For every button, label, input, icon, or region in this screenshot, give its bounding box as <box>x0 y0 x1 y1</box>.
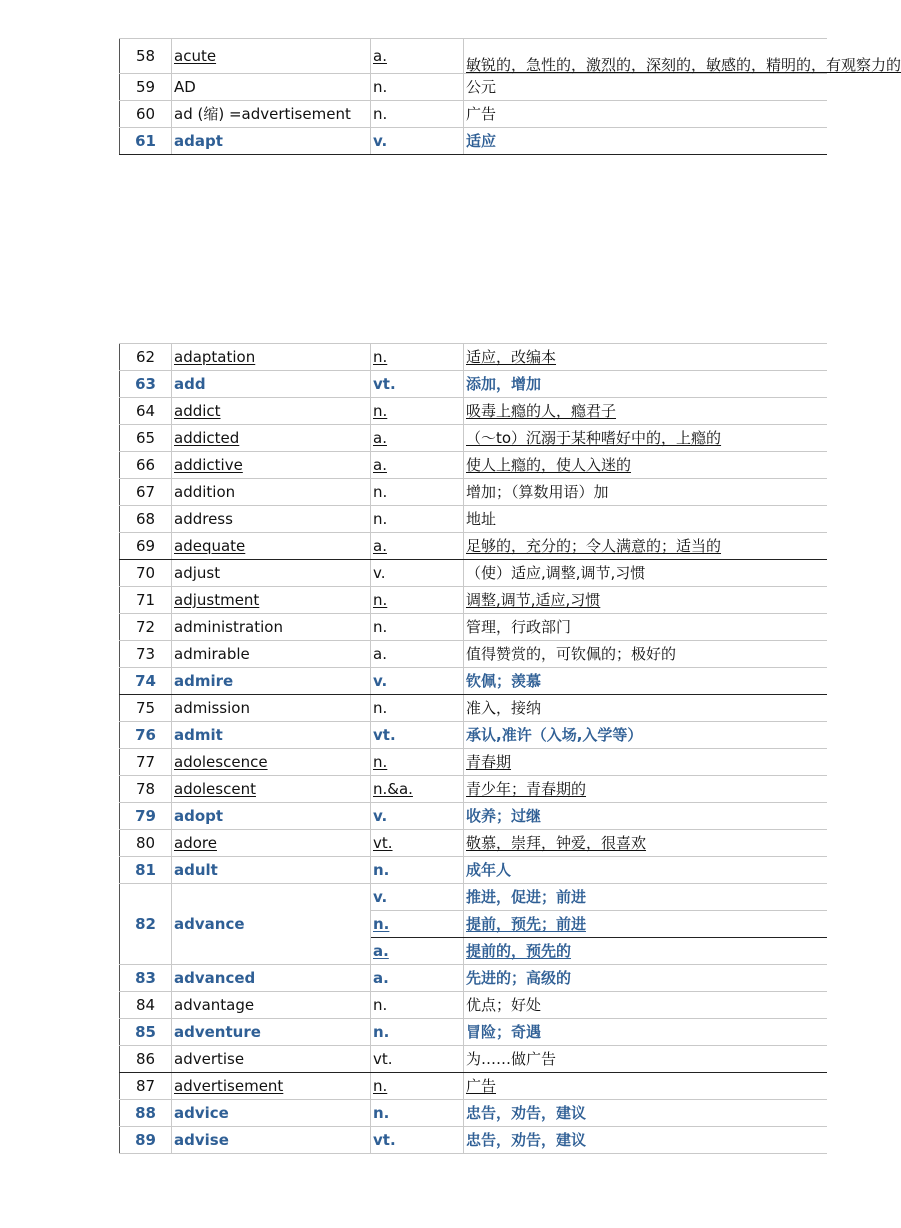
entry-meaning-text: 提前的，预先的 <box>466 942 572 960</box>
entry-number-text: 71 <box>135 591 156 609</box>
entry-number <box>120 1046 172 1073</box>
entry-pos <box>371 39 464 74</box>
entry-word <box>172 344 371 371</box>
entry-word-text: adaptation <box>174 348 256 366</box>
table-row <box>120 965 828 992</box>
entry-number <box>120 1127 172 1154</box>
entry-pos-text: a. <box>373 456 387 474</box>
entry-pos-text: n. <box>373 996 388 1014</box>
entry-number <box>120 830 172 857</box>
entry-number-text: 75 <box>135 699 156 717</box>
entry-meaning <box>464 830 828 857</box>
entry-pos-text: a. <box>373 942 389 960</box>
table-row <box>120 425 828 452</box>
entry-number <box>120 803 172 830</box>
entry-pos-text: n. <box>373 861 390 879</box>
entry-meaning-text: （使）适应,调整,调节,习惯 <box>466 564 646 582</box>
vocab-table-main <box>119 343 827 1154</box>
entry-meaning-text: 为……做广告 <box>466 1050 557 1068</box>
entry-meaning-text: 适应，改编本 <box>466 348 557 366</box>
entry-pos <box>371 695 464 722</box>
entry-meaning <box>464 371 828 398</box>
entry-pos-text: n. <box>373 105 388 123</box>
entry-word-text: address <box>174 510 233 528</box>
entry-meaning-text: 地址 <box>466 510 497 528</box>
entry-number <box>120 1100 172 1127</box>
entry-meaning-text: 忠告，劝告，建议 <box>466 1131 587 1149</box>
table-row <box>120 776 828 803</box>
entry-word <box>172 398 371 425</box>
entry-meaning-text: 调整,调节,适应,习惯 <box>466 591 601 609</box>
entry-number-text: 73 <box>135 645 156 663</box>
entry-word <box>172 1019 371 1046</box>
table-row <box>120 533 828 560</box>
table-row <box>120 884 828 911</box>
entry-meaning <box>464 749 828 776</box>
entry-pos <box>371 74 464 101</box>
entry-meaning-text: 收养；过继 <box>466 807 542 825</box>
entry-meaning <box>464 641 828 668</box>
entry-pos-text: n. <box>373 78 388 96</box>
entry-meaning <box>464 398 828 425</box>
entry-number-text: 85 <box>135 1023 156 1041</box>
entry-meaning-text: 忠告，劝告，建议 <box>466 1104 587 1122</box>
entry-number-text: 76 <box>135 726 156 744</box>
table-row <box>120 39 828 74</box>
entry-word <box>172 965 371 992</box>
entry-pos <box>371 506 464 533</box>
entry-number-text: 80 <box>135 834 156 852</box>
entry-number <box>120 371 172 398</box>
entry-meaning-text: 增加；（算数用语）加 <box>466 483 609 501</box>
entry-pos-text: vt. <box>373 834 393 852</box>
entry-meaning-text: 准入，接纳 <box>466 699 542 717</box>
entry-pos-text: n. <box>373 699 388 717</box>
entry-meaning-text: 广告 <box>466 105 497 123</box>
entry-meaning-text: 敏锐的，急性的，激烈的，深刻的，敏感的，精明的，有观察力的 <box>466 56 901 74</box>
entry-pos <box>371 803 464 830</box>
entry-pos <box>371 884 464 911</box>
entry-number <box>120 992 172 1019</box>
entry-number-text: 66 <box>135 456 156 474</box>
entry-word <box>172 1100 371 1127</box>
entry-word <box>172 101 371 128</box>
entry-meaning-text: 公元 <box>466 78 497 96</box>
entry-number-text: 69 <box>135 537 156 555</box>
entry-meaning-text: 钦佩；羡慕 <box>466 672 542 690</box>
entry-number <box>120 1073 172 1100</box>
entry-meaning <box>464 722 828 749</box>
entry-word <box>172 641 371 668</box>
entry-pos <box>371 830 464 857</box>
table-row <box>120 749 828 776</box>
entry-word <box>172 74 371 101</box>
entry-number <box>120 128 172 155</box>
entry-pos <box>371 371 464 398</box>
entry-pos-text: a. <box>373 537 387 555</box>
entry-word-text: admission <box>174 699 250 717</box>
entry-word <box>172 452 371 479</box>
table-row <box>120 587 828 614</box>
entry-word <box>172 1046 371 1073</box>
entry-number <box>120 614 172 641</box>
entry-number-text: 81 <box>135 861 156 879</box>
entry-word-text: admirable <box>174 645 250 663</box>
entry-word <box>172 479 371 506</box>
entry-meaning <box>464 587 828 614</box>
entry-number <box>120 506 172 533</box>
entry-number-text: 87 <box>135 1077 156 1095</box>
entry-meaning <box>464 803 828 830</box>
entry-meaning <box>464 1073 828 1100</box>
table-row <box>120 452 828 479</box>
entry-meaning-text: 适应 <box>466 132 497 150</box>
entry-number-text: 59 <box>135 78 156 96</box>
entry-pos-text: vt. <box>373 726 396 744</box>
entry-number-text: 82 <box>135 915 156 933</box>
table-row <box>120 479 828 506</box>
entry-meaning-text: 吸毒上瘾的人，瘾君子 <box>466 402 617 420</box>
entry-word <box>172 857 371 884</box>
entry-number-text: 65 <box>135 429 156 447</box>
entry-number <box>120 695 172 722</box>
entry-meaning-text: 敬慕，崇拜，钟爱，很喜欢 <box>466 834 647 852</box>
entry-number-text: 68 <box>135 510 156 528</box>
entry-word <box>172 614 371 641</box>
entry-meaning <box>464 101 828 128</box>
entry-pos <box>371 614 464 641</box>
table-row <box>120 1046 828 1073</box>
entry-meaning <box>464 884 828 911</box>
entry-meaning <box>464 1127 828 1154</box>
table-row <box>120 344 828 371</box>
entry-word <box>172 884 371 965</box>
entry-number-text: 72 <box>135 618 156 636</box>
entry-meaning <box>464 506 828 533</box>
entry-pos-text: v. <box>373 564 386 582</box>
entry-word-text: advertisement <box>174 1077 284 1095</box>
entry-number <box>120 425 172 452</box>
entry-number <box>120 587 172 614</box>
entry-number <box>120 965 172 992</box>
entry-pos-text: a. <box>373 645 387 663</box>
entry-meaning <box>464 614 828 641</box>
entry-number <box>120 749 172 776</box>
entry-pos-text: n. <box>373 1104 390 1122</box>
entry-meaning-text: 提前，预先；前进 <box>466 915 587 933</box>
entry-pos <box>371 668 464 695</box>
entry-number <box>120 39 172 74</box>
table-row <box>120 614 828 641</box>
entry-pos <box>371 128 464 155</box>
entry-number-text: 77 <box>135 753 156 771</box>
entry-meaning <box>464 533 828 560</box>
entry-word <box>172 560 371 587</box>
entry-word-text: advice <box>174 1104 229 1122</box>
entry-meaning <box>464 1019 828 1046</box>
entry-number-text: 84 <box>135 996 156 1014</box>
entry-meaning <box>464 128 828 155</box>
entry-pos-text: n. <box>373 591 388 609</box>
entry-meaning <box>464 1100 828 1127</box>
entry-pos-text: v. <box>373 807 388 825</box>
entry-word <box>172 1127 371 1154</box>
entry-pos <box>371 101 464 128</box>
entry-pos-text: n. <box>373 1023 390 1041</box>
entry-word <box>172 1073 371 1100</box>
entry-word-text: addicted <box>174 429 240 447</box>
entry-word-text: add <box>174 375 206 393</box>
entry-pos <box>371 344 464 371</box>
entry-number <box>120 479 172 506</box>
entry-meaning <box>464 39 901 74</box>
entry-pos-text: a. <box>373 429 387 447</box>
entry-pos <box>371 911 464 938</box>
table-row <box>120 803 828 830</box>
entry-number <box>120 884 172 965</box>
entry-pos <box>371 1100 464 1127</box>
entry-number-text: 70 <box>135 564 156 582</box>
entry-number-text: 64 <box>135 402 156 420</box>
entry-meaning-text: 使人上瘾的，使人入迷的 <box>466 456 632 474</box>
entry-meaning-text: 成年人 <box>466 861 512 879</box>
entry-number <box>120 452 172 479</box>
entry-meaning <box>464 965 828 992</box>
entry-word-text: advantage <box>174 996 255 1014</box>
entry-pos-text: n. <box>373 402 388 420</box>
entry-word-text: adopt <box>174 807 224 825</box>
entry-word-text: adolescence <box>174 753 268 771</box>
entry-word-text: advanced <box>174 969 256 987</box>
entry-number <box>120 776 172 803</box>
entry-meaning <box>464 911 828 938</box>
entry-pos-text: a. <box>373 47 387 65</box>
entry-pos <box>371 587 464 614</box>
entry-number-text: 67 <box>135 483 156 501</box>
entry-meaning <box>464 344 828 371</box>
entry-word <box>172 749 371 776</box>
table-row <box>120 1127 828 1154</box>
entry-word <box>172 128 371 155</box>
entry-word-text: adequate <box>174 537 246 555</box>
entry-number <box>120 1019 172 1046</box>
entry-word-text: addictive <box>174 456 243 474</box>
vocab-table-top <box>119 38 901 155</box>
entry-pos <box>371 749 464 776</box>
entry-pos <box>371 425 464 452</box>
entry-meaning <box>464 776 828 803</box>
entry-word-text: adolescent <box>174 780 256 798</box>
entry-meaning-text: 添加，增加 <box>466 375 542 393</box>
entry-word-text: adjust <box>174 564 221 582</box>
entry-number-text: 61 <box>135 132 156 150</box>
entry-number <box>120 641 172 668</box>
table-row <box>120 668 828 695</box>
entry-word <box>172 425 371 452</box>
entry-meaning-text: 管理，行政部门 <box>466 618 572 636</box>
entry-pos-text: n. <box>373 915 390 933</box>
entry-number-text: 86 <box>135 1050 156 1068</box>
entry-meaning <box>464 938 828 965</box>
entry-word <box>172 803 371 830</box>
table-row <box>120 74 828 101</box>
entry-pos <box>371 857 464 884</box>
table-row <box>120 506 828 533</box>
entry-pos <box>371 641 464 668</box>
entry-pos-text: a. <box>373 969 389 987</box>
entry-meaning <box>464 695 828 722</box>
entry-pos-text: v. <box>373 672 388 690</box>
entry-word <box>172 506 371 533</box>
entry-number <box>120 857 172 884</box>
entry-meaning-text: 值得赞赏的，可钦佩的；极好的 <box>466 645 677 663</box>
entry-word <box>172 776 371 803</box>
entry-pos <box>371 479 464 506</box>
entry-number-text: 63 <box>135 375 156 393</box>
entry-number <box>120 722 172 749</box>
entry-word-text: adult <box>174 861 218 879</box>
entry-number <box>120 398 172 425</box>
table-row <box>120 371 828 398</box>
entry-word <box>172 695 371 722</box>
entry-pos <box>371 1073 464 1100</box>
entry-pos-text: n. <box>373 618 388 636</box>
entry-word <box>172 371 371 398</box>
entry-meaning-text: 推进，促进；前进 <box>466 888 587 906</box>
entry-pos-text: vt. <box>373 375 396 393</box>
entry-pos-text: v. <box>373 888 388 906</box>
entry-meaning-text: 青春期 <box>466 753 512 771</box>
entry-pos <box>371 398 464 425</box>
entry-number-text: 74 <box>135 672 156 690</box>
entry-meaning-text: 青少年；青春期的 <box>466 780 587 798</box>
entry-number-text: 62 <box>135 348 156 366</box>
table-row <box>120 560 828 587</box>
table-row <box>120 1100 828 1127</box>
entry-word-text: AD <box>174 78 196 96</box>
entry-pos-text: n. <box>373 1077 388 1095</box>
entry-meaning <box>464 668 828 695</box>
entry-word <box>172 39 371 74</box>
entry-meaning <box>464 857 828 884</box>
table-row <box>120 128 828 155</box>
entry-meaning <box>464 74 828 101</box>
entry-word-text: advance <box>174 915 245 933</box>
table-row <box>120 641 828 668</box>
entry-word <box>172 587 371 614</box>
entry-number-text: 88 <box>135 1104 156 1122</box>
entry-meaning-text: 广告 <box>466 1077 497 1095</box>
entry-word-text: admit <box>174 726 223 744</box>
entry-number <box>120 344 172 371</box>
entry-word-text: ad (缩) =advertisement <box>174 105 351 123</box>
entry-pos <box>371 1046 464 1073</box>
entry-meaning-text: 承认,准许（入场,入学等） <box>466 726 643 744</box>
entry-word-text: addict <box>174 402 221 420</box>
entry-pos-text: n.&a. <box>373 780 413 798</box>
entry-number-text: 89 <box>135 1131 156 1149</box>
entry-pos <box>371 992 464 1019</box>
entry-word <box>172 830 371 857</box>
entry-word-text: acute <box>174 47 217 65</box>
entry-pos <box>371 722 464 749</box>
entry-pos-text: n. <box>373 753 388 771</box>
entry-word <box>172 533 371 560</box>
table-row <box>120 398 828 425</box>
entry-word-text: adapt <box>174 132 223 150</box>
entry-word-text: addition <box>174 483 236 501</box>
entry-word-text: adore <box>174 834 217 852</box>
table-row <box>120 722 828 749</box>
entry-meaning <box>464 479 828 506</box>
entry-word <box>172 992 371 1019</box>
entry-number <box>120 560 172 587</box>
table-row <box>120 1019 828 1046</box>
entry-number-text: 58 <box>135 47 156 65</box>
entry-meaning <box>464 1046 828 1073</box>
entry-pos <box>371 533 464 560</box>
entry-pos-text: vt. <box>373 1050 393 1068</box>
entry-meaning-text: 先进的；高级的 <box>466 969 572 987</box>
entry-pos <box>371 938 464 965</box>
entry-pos <box>371 1019 464 1046</box>
entry-pos-text: n. <box>373 348 388 366</box>
entry-pos <box>371 452 464 479</box>
entry-number <box>120 101 172 128</box>
entry-pos <box>371 1127 464 1154</box>
entry-word-text: adventure <box>174 1023 261 1041</box>
entry-pos-text: n. <box>373 483 388 501</box>
entry-meaning-text: （～to）沉溺于某种嗜好中的，上瘾的 <box>466 429 722 447</box>
entry-meaning <box>464 425 828 452</box>
table-row <box>120 1073 828 1100</box>
entry-number <box>120 74 172 101</box>
entry-word-text: admire <box>174 672 234 690</box>
entry-number-text: 78 <box>135 780 156 798</box>
entry-meaning-text: 冒险；奇遇 <box>466 1023 542 1041</box>
entry-word <box>172 668 371 695</box>
entry-meaning <box>464 560 828 587</box>
table-row <box>120 830 828 857</box>
entry-meaning <box>464 452 828 479</box>
entry-meaning-text: 优点；好处 <box>466 996 542 1014</box>
entry-pos-text: v. <box>373 132 388 150</box>
entry-word-text: administration <box>174 618 283 636</box>
table-row <box>120 992 828 1019</box>
entry-meaning <box>464 992 828 1019</box>
entry-number <box>120 533 172 560</box>
table-row <box>120 101 828 128</box>
entry-pos <box>371 776 464 803</box>
table-row <box>120 857 828 884</box>
entry-pos-text: n. <box>373 510 388 528</box>
entry-meaning-text: 足够的，充分的；令人满意的；适当的 <box>466 537 722 555</box>
entry-pos <box>371 560 464 587</box>
entry-number-text: 79 <box>135 807 156 825</box>
entry-word-text: advertise <box>174 1050 245 1068</box>
entry-number <box>120 668 172 695</box>
entry-word-text: adjustment <box>174 591 260 609</box>
entry-pos <box>371 965 464 992</box>
table-row <box>120 695 828 722</box>
entry-number-text: 60 <box>135 105 156 123</box>
entry-pos-text: vt. <box>373 1131 396 1149</box>
entry-word <box>172 722 371 749</box>
entry-word-text: advise <box>174 1131 229 1149</box>
entry-number-text: 83 <box>135 969 156 987</box>
